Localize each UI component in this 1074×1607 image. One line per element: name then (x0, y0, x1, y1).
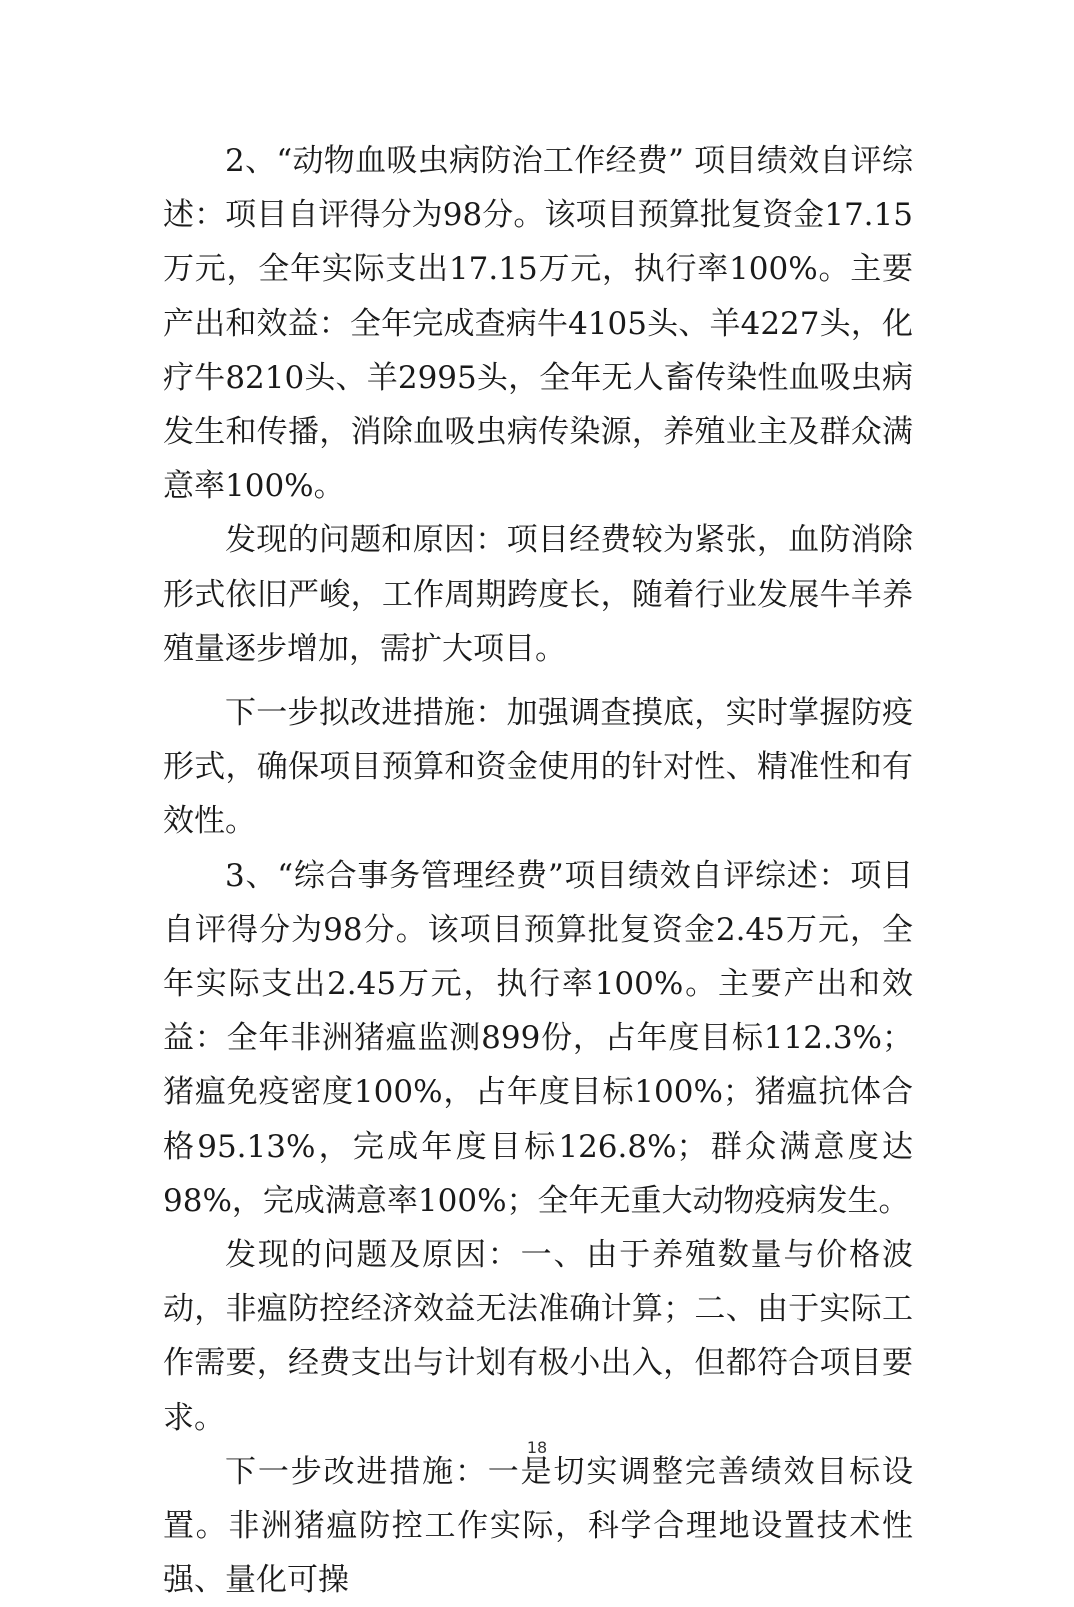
paragraph-project-3-problems: 发现的问题及原因：一、由于养殖数量与价格波动，非瘟防控经济效益无法准确计算；二、由于实际工作需要，经费支出与计划有极小出入，但都符合项目要求。 (163, 1237, 913, 1436)
paragraph-project-3-summary: 3、“综合事务管理经费”项目绩效自评综述：项目自评得分为98分。该项目预算批复资金2.45万元，全年实际支出2.45万元，执行率100%。主要产出和效益：全年非洲猪瘟监测899份，占年度目标112.3%；猪瘟免疫密度100%，占年度目标100%；猪瘟抗体合格95.13%，完成年度目标126.8%；群众满意度达98%，完成满意率100%；全年无重大动物疫病发生。 (163, 857, 913, 1219)
paragraph-project-2-improvements: 下一步拟改进措施：加强调查摸底，实时掌握防疫形式，确保项目预算和资金使用的针对性、精准性和有效性。 (163, 695, 913, 840)
paragraph-project-2-problems: 发现的问题和原因：项目经费较为紧张，血防消除形式依旧严峻，工作周期跨度长，随着行业发展牛羊养殖量逐步增加，需扩大项目。 (163, 522, 913, 667)
page-number: 18 (526, 1438, 548, 1457)
body-text (163, 134, 913, 1607)
paragraph-project-3-improvements: 下一步改进措施：一是切实调整完善绩效目标设置。非洲猪瘟防控工作实际，科学合理地设置技术性强、量化可操 (163, 1453, 913, 1599)
paragraph-project-2-summary: 2、“动物血吸虫病防治工作经费” 项目绩效自评综述：项目自评得分为98分。该项目预算批复资金17.15万元，全年实际支出17.15万元，执行率100%。主要产出和效益：全年完成查病牛4105头、羊4227头，化疗牛8210头、羊2995头，全年无人畜传染性血吸虫病发生和传播，消除血吸虫病传染源，养殖业主及群众满意率100%。 (163, 143, 913, 505)
